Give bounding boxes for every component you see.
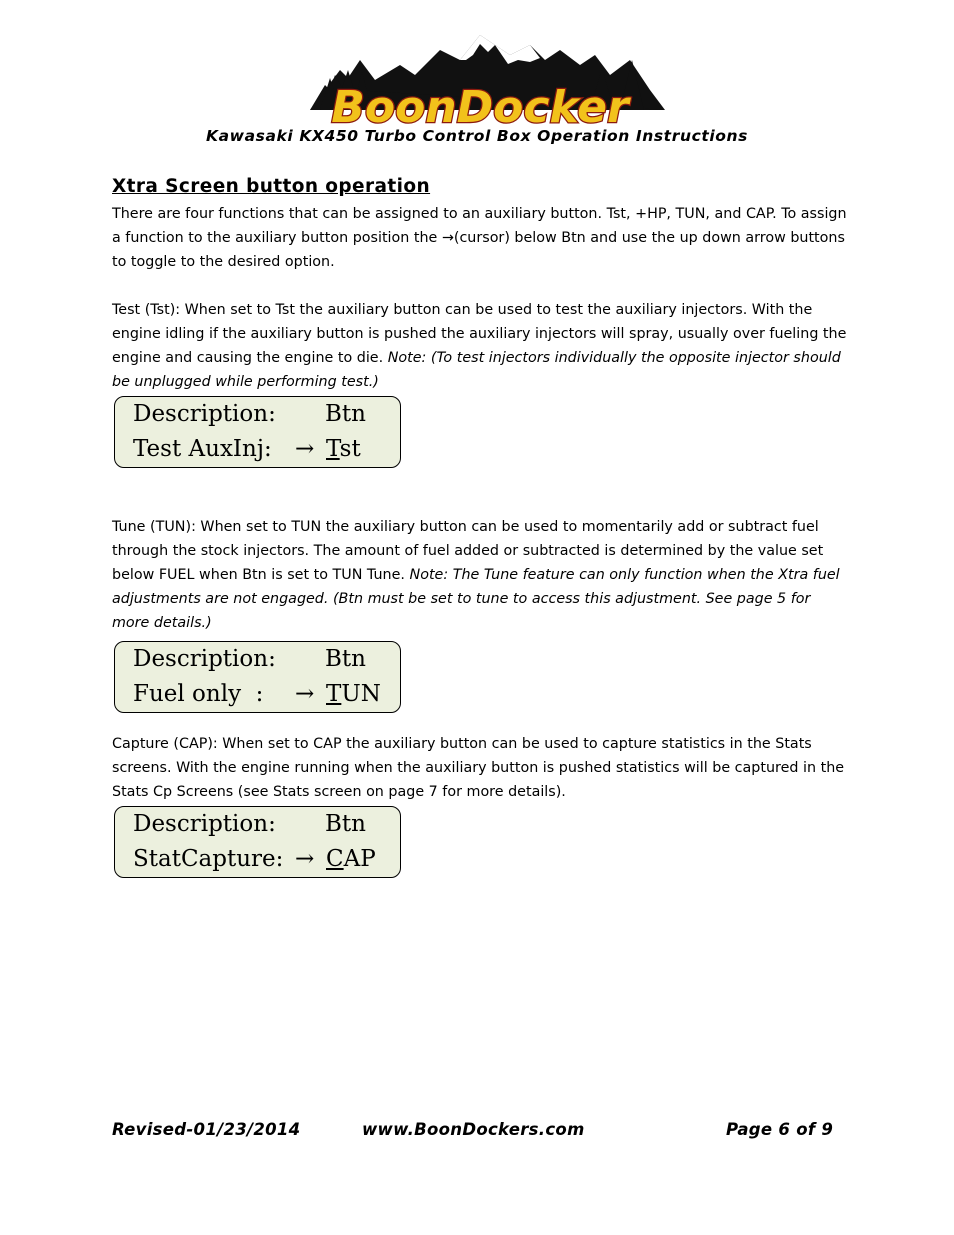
- boondocker-logo: [290, 30, 670, 132]
- test-paragraph: [112, 298, 847, 394]
- lcd-screen-tune: [114, 641, 401, 713]
- document-title: Kawasaki KX450 Turbo Control Box Operation Instructions: [205, 127, 748, 145]
- lcd-cursor-char: C: [326, 846, 344, 872]
- lcd-line1-label: Description:: [133, 646, 276, 672]
- cursor-arrow-icon: →: [295, 436, 315, 462]
- lcd-value-rest: st: [339, 436, 361, 462]
- lcd-value-rest: UN: [341, 681, 381, 707]
- lcd-cursor-char: T: [326, 436, 340, 462]
- intro-paragraph: There are four functions that can be assigned to an auxiliary button. Tst, +HP, TUN, and CAP. To assign a function to the auxiliary button position the →(cursor) below Btn and use the up down arrow buttons to toggle to the desired option.: [112, 206, 847, 270]
- section-heading: Xtra Screen button operation: [112, 176, 431, 197]
- test-paragraph-text: Test (Tst): When set to Tst the auxiliary button can be used to test the auxiliary injectors. With the engine idling if the auxiliary button is pushed the auxiliary injectors will spray, usually over fueling the engine and causing the engine to die.: [112, 302, 847, 366]
- lcd-line1-value: Btn: [325, 401, 366, 427]
- logo-wordmark: BoonDocker: [331, 82, 629, 132]
- lcd-screen-capture: [114, 806, 401, 878]
- capture-paragraph: Capture (CAP): When set to CAP the auxiliary button can be used to capture statistics in the Stats screens. With the engine running when the auxiliary button is pushed statistics will be captured in the Stats Cp Screens (see Stats screen on page 7 for more details).: [112, 736, 845, 800]
- cursor-arrow-icon: →: [295, 846, 315, 872]
- lcd-line2-label: Test AuxInj:: [133, 436, 272, 462]
- lcd-line1-value: Btn: [325, 646, 366, 672]
- tune-paragraph-note: Note: The Tune feature can only function when the Xtra fuel adjustments are not engaged. (Btn must be set to tune to access this adjustment. See page 5 for more details.): [112, 567, 840, 631]
- lcd-line2-value: [326, 436, 361, 462]
- lcd-line2-label: Fuel only :: [133, 681, 264, 707]
- lcd-line2-label: StatCapture:: [133, 846, 284, 872]
- footer-revised: Revised-01/23/2014: [112, 1120, 301, 1139]
- lcd-line2-value: [326, 681, 381, 707]
- cursor-arrow-icon: →: [295, 681, 315, 707]
- lcd-line1-label: Description:: [133, 401, 276, 427]
- lcd-value-rest: AP: [343, 846, 376, 872]
- lcd-line1-label: Description:: [133, 811, 276, 837]
- footer-page-number: Page 6 of 9: [726, 1120, 834, 1139]
- footer-website: www.BoonDockers.com: [362, 1120, 585, 1139]
- tune-paragraph-text: Tune (TUN): When set to TUN the auxiliary button can be used to momentarily add or subtract fuel through the stock injectors. The amount of fuel added or subtracted is determined by the value set below FUEL when Btn is set to TUN Tune.: [112, 519, 824, 583]
- test-paragraph-note: Note: (To test injectors individually the opposite injector should be unplugged while performing test.): [112, 350, 841, 390]
- lcd-line2-value: [326, 846, 376, 872]
- lcd-line1-value: Btn: [325, 811, 366, 837]
- tune-paragraph: [112, 515, 847, 635]
- lcd-screen-test: [114, 396, 401, 468]
- lcd-cursor-char: T: [326, 681, 342, 707]
